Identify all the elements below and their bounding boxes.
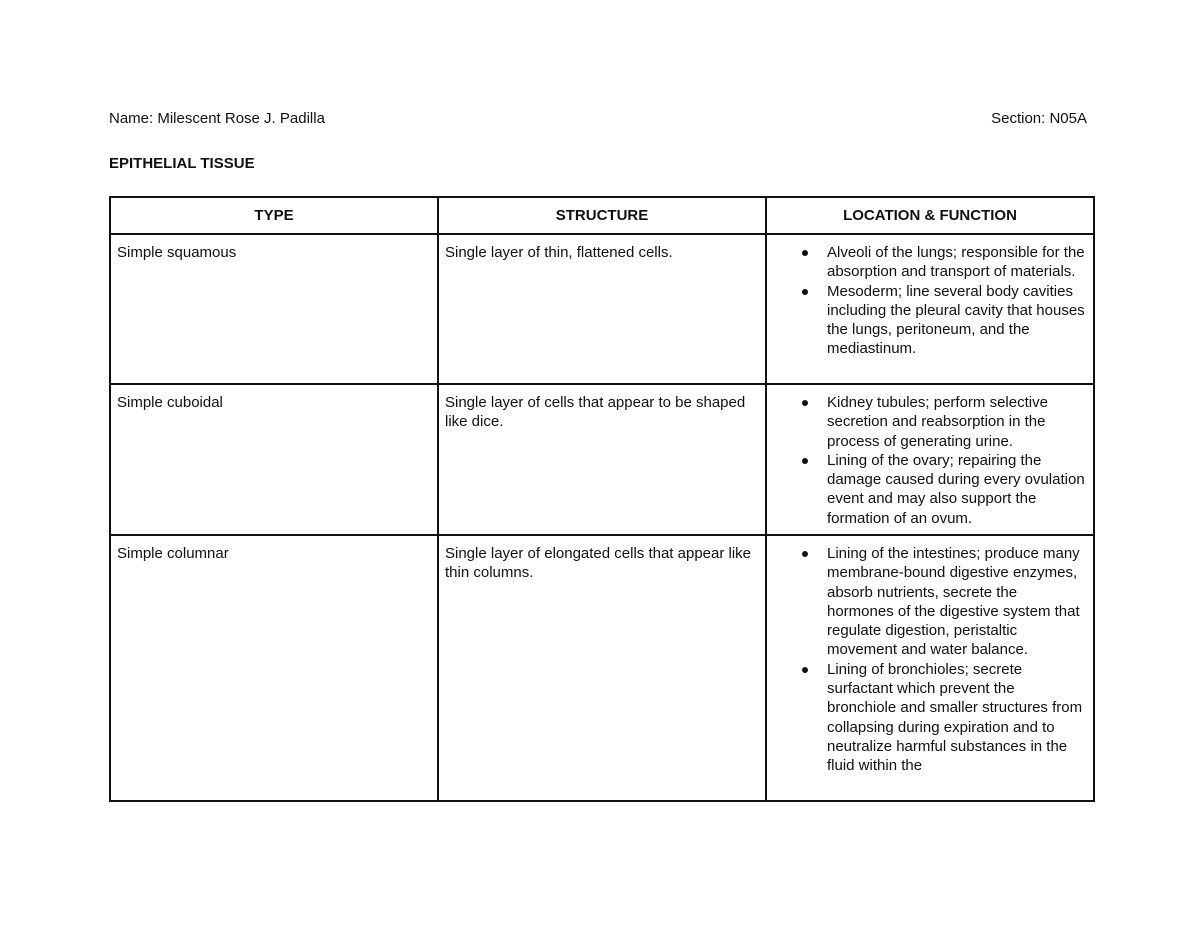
type-cell (110, 535, 438, 801)
type-cell (110, 384, 438, 535)
list-item-text: Lining of the ovary; repairing the damage caused during every ovulation event and may also support the formation of an ovum. (827, 451, 1085, 527)
bullet-icon (802, 667, 808, 673)
structure-text: Single layer of elongated cells that appear like thin columns. (445, 545, 752, 582)
list-item-text: Kidney tubules; perform selective secretion and reabsorption in the process of generating urine. (827, 394, 1048, 450)
column-header-structure: STRUCTURE (438, 197, 766, 234)
student-name: Name: Milescent Rose J. Padilla (109, 110, 325, 127)
column-header-type: TYPE (110, 197, 438, 234)
table-header-row (110, 197, 1094, 234)
list-item (767, 393, 1085, 451)
list-item-text: Lining of the intestines; produce many membrane-bound digestive enzymes, absorb nutrients, secrete the hormones of the digestive system that regulate digestion, peristaltic movement and water balance. (827, 545, 1080, 659)
location-function-cell (766, 234, 1094, 384)
list-item (767, 544, 1085, 660)
document-title: EPITHELIAL TISSUE (109, 155, 255, 172)
bullet-icon (802, 551, 808, 557)
document-header (109, 110, 1087, 130)
structure-text: Single layer of cells that appear to be shaped like dice. (445, 394, 746, 431)
column-header-location-function: LOCATION & FUNCTION (766, 197, 1094, 234)
list-item-text: Lining of bronchioles; secrete surfactant which prevent the bronchiole and smaller structures from collapsing during expiration and to neutralize harmful substances in the fluid within the (827, 660, 1083, 775)
bullet-icon (802, 400, 808, 406)
table-row (110, 234, 1094, 384)
table-row (110, 535, 1094, 801)
structure-cell (438, 384, 766, 535)
type-cell (110, 234, 438, 384)
location-function-clip (767, 536, 1093, 786)
list-item (767, 243, 1085, 282)
list-item-text: Alveoli of the lungs; responsible for the absorption and transport of materials. (827, 244, 1085, 281)
list-item (767, 451, 1085, 528)
type-text: Simple columnar (117, 545, 229, 562)
list-item-text: Mesoderm; line several body cavities including the pleural cavity that houses the lungs, peritoneum, and the mediastinum. (827, 282, 1085, 358)
location-function-list (767, 385, 1093, 528)
location-function-cell (766, 535, 1094, 801)
structure-text: Single layer of thin, flattened cells. (445, 244, 673, 261)
structure-cell (438, 234, 766, 384)
section-label: Section: N05A (991, 110, 1087, 127)
list-item (767, 282, 1085, 359)
bullet-icon (802, 458, 808, 464)
bullet-icon (802, 250, 808, 256)
table-row (110, 384, 1094, 535)
bullet-icon (802, 289, 808, 295)
location-function-cell (766, 384, 1094, 535)
location-function-list (767, 235, 1093, 359)
epithelial-tissue-table (109, 196, 1095, 802)
location-function-list (767, 536, 1093, 776)
structure-cell (438, 535, 766, 801)
type-text: Simple squamous (117, 244, 237, 261)
type-text: Simple cuboidal (117, 394, 223, 411)
list-item (767, 660, 1085, 776)
